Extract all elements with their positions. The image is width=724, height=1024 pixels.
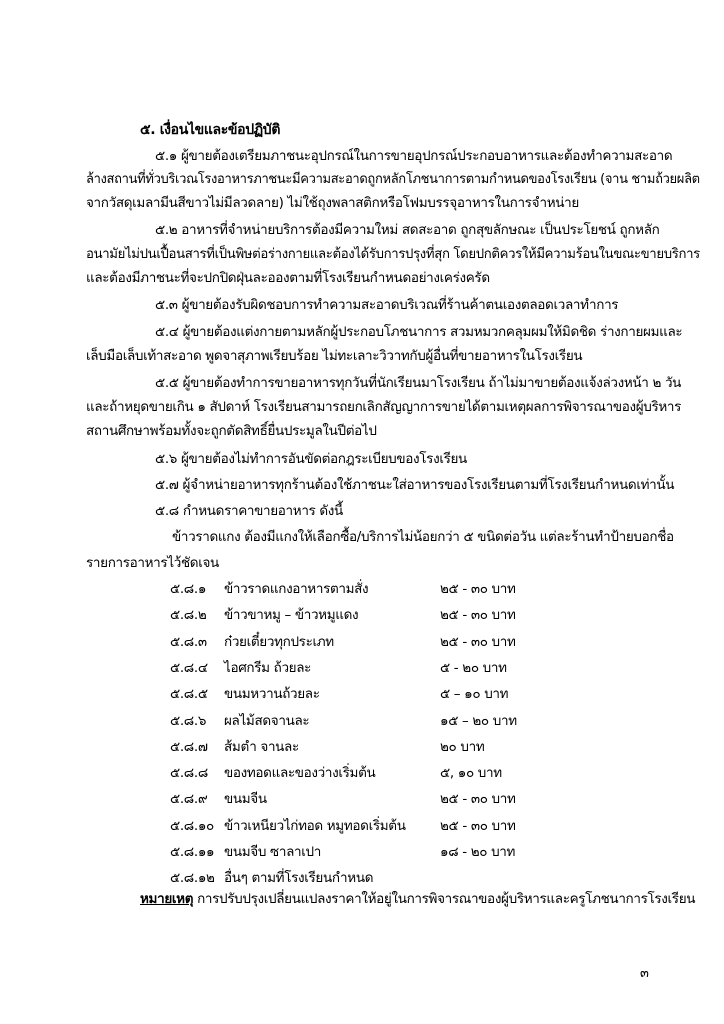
clause-5-1-line-1: ๕.๑ ผู้ขายต้องเตรียมภาชนะอุปกรณ์ในการขายอุปกรณ์ประกอบอาหารและต้องทำความสะอาด	[155, 148, 673, 164]
clause-5-4-line-2: เล็บมือเล็บเท้าสะอาด พูดจาสุภาพเรียบร้อย ไม่ทะเลาะวิวาทกับผู้อื่นที่ขายอาหารในโรงเรียน	[86, 348, 583, 364]
clause-5-5-line-3: สถานศึกษาพร้อมทั้งจะถูกตัดสิทธิ์ยื่นประมูลในปีต่อไป	[86, 423, 377, 439]
price-item-number: ๕.๘.๑๒	[170, 870, 215, 886]
price-item-number: ๕.๘.๙	[170, 791, 208, 807]
clause-5-8: ๕.๘ กำหนดราคาขายอาหาร ดังนี้	[155, 503, 343, 519]
clause-5-6: ๕.๖ ผู้ขายต้องไม่ทำการอันขัดต่อกฎระเบียบของโรงเรียน	[155, 451, 467, 467]
price-item-price: ๕ – ๑๐ บาท	[440, 686, 509, 702]
clause-5-8-intro-line-2: รายการอาหารไว้ชัดเจน	[86, 555, 219, 571]
clause-5-4-line-1: ๕.๔ ผู้ขายต้องแต่งกายตามหลักผู้ประกอบโภชนาการ สวมหมวกคลุมผมให้มิดชิด ร่างกายผมและ	[155, 324, 683, 340]
price-item-number: ๕.๘.๒	[170, 607, 207, 623]
price-item-price: ๒๐ บาท	[440, 739, 485, 755]
price-item-number: ๕.๘.๗	[170, 739, 208, 755]
clause-5-2-line-3: และต้องมีภาชนะที่จะปกปิดฝุ่นละอองตามที่โรงเรียนกำหนดอย่างเคร่งครัด	[86, 270, 490, 286]
price-item-name: อื่นๆ ตามที่โรงเรียนกำหนด	[224, 870, 374, 886]
price-item-number: ๕.๘.๔	[170, 660, 208, 676]
note-text: การปรับปรุงเปลี่ยนแปลงราคาให้อยู่ในการพิจารณาของผู้บริหารและครูโภชนาการโรงเรียน	[193, 891, 696, 907]
price-item-name: ส้มตำ จานละ	[224, 739, 299, 755]
price-item-name: ขนมจีน	[224, 791, 267, 807]
section-heading: ๕. เงื่อนไขและข้อปฏิบัติ	[140, 122, 281, 138]
price-item-number: ๕.๘.๕	[170, 686, 208, 702]
price-item-name: ข้าวขาหมู – ข้าวหมูแดง	[224, 607, 359, 623]
clause-5-1-line-2: ล้างสถานที่ทั่วบริเวณโรงอาหารภาชนะมีความสะอาดถูกหลักโภชนาการตามกำหนดของโรงเรียน (จาน ชามถ้วยผลิต	[86, 171, 700, 187]
price-item-price: ๒๕ - ๓๐ บาท	[440, 581, 516, 597]
price-item-name: ของทอดและของว่างเริ่มต้น	[224, 765, 376, 781]
price-item-name: ไอศกรีม ถ้วยละ	[224, 660, 312, 676]
price-item-name: ผลไม้สดจานละ	[224, 713, 310, 729]
price-item-number: ๕.๘.๓	[170, 634, 207, 650]
price-item-number: ๕.๘.๘	[170, 765, 208, 781]
clause-5-1-line-3: จากวัสดุเมลามีนสีขาวไม่มีลวดลาย) ไม่ใช้ถุงพลาสติกหรือโฟมบรรจุอาหารในการจำหน่าย	[86, 195, 579, 211]
price-item-number: ๕.๘.๑๐	[170, 818, 214, 834]
price-item-price: ๕, ๑๐ บาท	[440, 765, 502, 781]
price-item-price: ๒๕ - ๓๐ บาท	[440, 607, 516, 623]
clause-5-2-line-2: อนามัยไม่ปนเปื้อนสารที่เป็นพิษต่อร่างกายและต้องได้รับการปรุงที่สุก โดยปกติควรให้มีความร้อนในขณะขายบริการ	[86, 246, 700, 262]
price-item-price: ๒๕ - ๓๐ บาท	[440, 634, 516, 650]
clause-5-5-line-1: ๕.๕ ผู้ขายต้องทำการขายอาหารทุกวันที่นักเรียนมาโรงเรียน ถ้าไม่มาขายต้องแจ้งล่วงหน้า ๒ วัน	[155, 375, 682, 391]
note-label: หมายเหตุ	[140, 891, 194, 907]
page-number: ๓	[640, 966, 649, 981]
clause-5-8-intro-line-1: ข้าวราดแกง ต้องมีแกงให้เลือกซื้อ/บริการไม่น้อยกว่า ๕ ขนิดต่อวัน แต่ละร้านทำป้ายบอกชื่อ	[172, 529, 674, 545]
price-item-number: ๕.๘.๖	[170, 713, 207, 729]
price-item-number: ๕.๘.๑	[170, 581, 207, 597]
price-item-number: ๕.๘.๑๑	[170, 844, 215, 860]
price-item-price: ๑๘ - ๒๐ บาท	[440, 844, 516, 860]
clause-5-2-line-1: ๕.๒ อาหารที่จำหน่ายบริการต้องมีความใหม่ สดสะอาด ถูกสุขลักษณะ เป็นประโยชน์ ถูกหลัก	[155, 222, 660, 238]
price-item-name: ข้าวเหนียวไก่ทอด หมูทอดเริ่มต้น	[224, 818, 406, 834]
price-item-price: ๒๕ - ๓๐ บาท	[440, 818, 516, 834]
price-item-name: ก๋วยเตี๋ยวทุกประเภท	[224, 634, 334, 650]
clause-5-5-line-2: และถ้าหยุดขายเกิน ๑ สัปดาห์ โรงเรียนสามารถยกเลิกสัญญาการขายได้ตามเหตุผลการพิจารณาของผู้บริหาร	[86, 399, 682, 415]
price-item-price: ๒๕ - ๓๐ บาท	[440, 791, 516, 807]
clause-5-7: ๕.๗ ผู้จำหน่ายอาหารทุกร้านต้องใช้ภาชนะใส่อาหารของโรงเรียนตามที่โรงเรียนกำหนดเท่านั้น	[155, 477, 675, 493]
price-item-name: ขนมจีบ ซาลาเปา	[224, 844, 321, 860]
clause-5-3: ๕.๓ ผู้ขายต้องรับผิดชอบการทำความสะอาดบริเวณที่ร้านค้าตนเองตลอดเวลาทำการ	[155, 297, 619, 313]
price-item-price: ๑๕ – ๒๐ บาท	[440, 713, 517, 729]
price-item-name: ขนมหวานถ้วยละ	[224, 686, 320, 702]
price-item-name: ข้าวราดแกงอาหารตามสั่ง	[224, 581, 369, 597]
price-item-price: ๕ - ๒๐ บาท	[440, 660, 507, 676]
note	[140, 890, 695, 908]
